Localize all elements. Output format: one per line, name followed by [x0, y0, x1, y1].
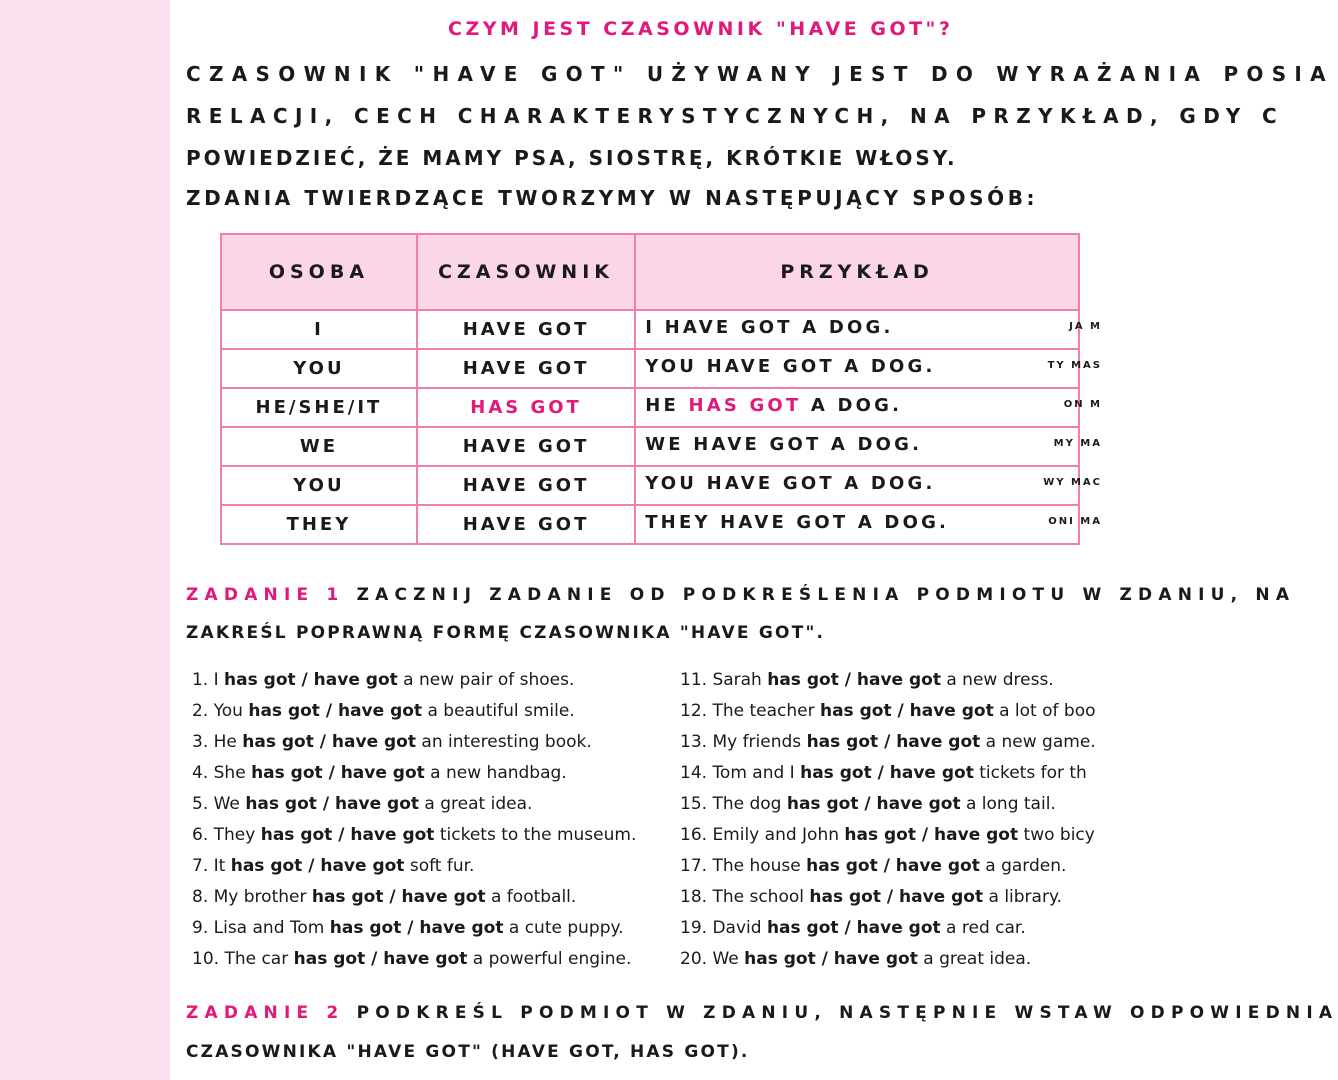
example-text-end: A DOG. — [801, 395, 903, 416]
list-item — [192, 852, 636, 883]
item-subject: 7. It — [192, 856, 231, 876]
header-verb: CZASOWNIK — [417, 234, 635, 310]
item-options: has got / have got — [230, 856, 405, 876]
item-subject: 5. We — [192, 794, 246, 814]
list-item — [192, 728, 636, 759]
left-pink-margin — [0, 0, 170, 1080]
task-1-line-2: ZAKREŚL POPRAWNĄ FORMĘ CZASOWNIKA "HAVE GOT". — [186, 623, 826, 643]
item-options: has got / have got — [293, 949, 468, 969]
item-options: has got / have got — [224, 670, 398, 690]
item-rest: a great idea. — [917, 949, 1032, 969]
example-english — [645, 512, 949, 533]
item-options: has got / have got — [260, 825, 435, 845]
example-polish: ON M — [1063, 399, 1102, 410]
list-item — [680, 759, 1096, 790]
list-item — [192, 883, 636, 914]
example-highlight: HAS GOT — [688, 395, 802, 416]
example-cell — [635, 388, 1102, 427]
task-1-text: ZACZNIJ ZADANIE OD PODKREŚLENIA PODMIOTU W ZDANIU, NA — [344, 585, 1296, 605]
item-options: has got / have got — [844, 825, 1019, 845]
list-item — [192, 945, 636, 976]
item-options: has got / have got — [819, 701, 994, 721]
item-rest: soft fur. — [404, 856, 475, 876]
item-rest: a powerful engine. — [467, 949, 632, 969]
item-options: has got / have got — [806, 856, 980, 876]
item-rest: a new handbag. — [424, 763, 567, 783]
example-polish: TY MAS — [1047, 360, 1102, 371]
list-item — [680, 821, 1096, 852]
header-person: OSOBA — [221, 234, 417, 310]
item-subject: 17. The house — [680, 856, 807, 876]
table-row — [221, 466, 1079, 505]
list-item — [680, 945, 1096, 976]
example-polish: JA M — [1069, 321, 1102, 332]
list-item — [680, 914, 1096, 945]
item-rest: a lot of boo — [993, 701, 1096, 721]
example-polish: WY MAC — [1043, 477, 1102, 488]
list-item — [192, 759, 636, 790]
item-options: has got / have got — [766, 918, 941, 938]
header-example: PRZYKŁAD — [635, 234, 1079, 310]
item-options: has got / have got — [744, 949, 918, 969]
item-options: has got / have got — [248, 701, 423, 721]
exercise-list-left — [192, 666, 636, 976]
item-subject: 12. The teacher — [680, 701, 820, 721]
example-text: YOU HAVE GOT A DOG. — [645, 473, 936, 494]
example-english — [645, 317, 893, 338]
verb-cell: HAVE GOT — [417, 466, 635, 505]
list-item — [192, 790, 636, 821]
item-subject: 4. She — [192, 763, 252, 783]
table-row — [221, 310, 1079, 349]
list-item — [680, 666, 1096, 697]
item-rest: a garden. — [979, 856, 1067, 876]
task-2-label: ZADANIE 2 — [186, 1003, 345, 1023]
conjugation-table — [220, 233, 1102, 545]
example-text: WE HAVE GOT A DOG. — [645, 434, 923, 455]
item-subject: 20. We — [680, 949, 745, 969]
intro-line-3: POWIEDZIEĆ, ŻE MAMY PSA, SIOSTRĘ, KRÓTKIE WŁOSY. — [186, 146, 958, 170]
item-rest: a cute puppy. — [503, 918, 624, 938]
item-subject: 3. He — [192, 732, 243, 752]
example-english — [645, 356, 935, 377]
item-rest: a new dress. — [940, 670, 1054, 690]
item-rest: a new game. — [980, 732, 1096, 752]
page-title: CZYM JEST CZASOWNIK "HAVE GOT"? — [448, 18, 954, 40]
item-rest: a football. — [485, 887, 577, 907]
list-item — [192, 914, 636, 945]
example-cell — [635, 505, 1102, 544]
person-cell: THEY — [221, 505, 417, 544]
item-rest: tickets for th — [973, 763, 1087, 783]
item-subject: 14. Tom and I — [680, 763, 801, 783]
example-text: I HAVE GOT A DOG. — [645, 317, 894, 338]
item-options: has got / have got — [329, 918, 504, 938]
intro-line-2: RELACJI, CECH CHARAKTERYSTYCZNYCH, NA PRZYKŁAD, GDY C — [186, 104, 1285, 128]
item-rest: a great idea. — [419, 794, 533, 814]
person-cell: WE — [221, 427, 417, 466]
task-2-text: PODKREŚL PODMIOT W ZDANIU, NASTĘPNIE WSTAW ODPOWIEDNIA — [344, 1003, 1338, 1023]
item-options: has got / have got — [245, 794, 420, 814]
verb-cell: HAS GOT — [417, 388, 635, 427]
list-item — [680, 790, 1096, 821]
table-row — [221, 427, 1079, 466]
worksheet — [170, 0, 1338, 1080]
example-english — [645, 434, 922, 455]
example-text: THEY HAVE GOT A DOG. — [645, 512, 950, 533]
item-subject: 11. Sarah — [680, 670, 768, 690]
item-subject: 18. The school — [680, 887, 810, 907]
example-polish: MY MA — [1053, 438, 1102, 449]
item-options: has got / have got — [806, 732, 981, 752]
verb-cell: HAVE GOT — [417, 505, 635, 544]
task-2-line-2: CZASOWNIKA "HAVE GOT" (HAVE GOT, HAS GOT). — [186, 1042, 750, 1062]
item-subject: 1. I — [192, 670, 225, 690]
item-subject: 13. My friends — [680, 732, 807, 752]
item-subject: 6. They — [192, 825, 261, 845]
example-text: YOU HAVE GOT A DOG. — [645, 356, 936, 377]
verb-cell: HAVE GOT — [417, 310, 635, 349]
table-row — [221, 505, 1079, 544]
item-rest: two bicy — [1018, 825, 1095, 845]
item-options: has got / have got — [311, 887, 486, 907]
table-row — [221, 388, 1079, 427]
person-cell: HE/SHE/IT — [221, 388, 417, 427]
item-rest: a long tail. — [960, 794, 1056, 814]
example-text: HE — [645, 395, 689, 416]
example-polish: ONI MA — [1048, 516, 1102, 527]
task-1-heading — [186, 585, 1295, 605]
person-cell: I — [221, 310, 417, 349]
task-1-label: ZADANIE 1 — [186, 585, 345, 605]
example-english — [645, 395, 902, 416]
table-row — [221, 349, 1079, 388]
task-2-heading — [186, 1003, 1338, 1023]
person-cell: YOU — [221, 349, 417, 388]
item-subject: 9. Lisa and Tom — [192, 918, 330, 938]
item-rest: tickets to the museum. — [434, 825, 637, 845]
item-subject: 10. The car — [192, 949, 294, 969]
item-options: has got / have got — [786, 794, 961, 814]
item-rest: a library. — [983, 887, 1062, 907]
example-cell — [635, 349, 1102, 388]
example-cell — [635, 310, 1102, 349]
list-item — [680, 883, 1096, 914]
list-item — [680, 852, 1096, 883]
verb-cell: HAVE GOT — [417, 349, 635, 388]
list-item — [680, 728, 1096, 759]
intro-line-1: CZASOWNIK "HAVE GOT" UŻYWANY JEST DO WYRAŻANIA POSIA — [186, 62, 1334, 86]
item-options: has got / have got — [242, 732, 416, 752]
item-options: has got / have got — [800, 763, 974, 783]
item-rest: a beautiful smile. — [422, 701, 575, 721]
item-rest: a new pair of shoes. — [397, 670, 575, 690]
example-english — [645, 473, 935, 494]
exercise-list-right — [680, 666, 1096, 976]
list-item — [192, 821, 636, 852]
person-cell: YOU — [221, 466, 417, 505]
table-header-row — [221, 234, 1079, 310]
item-subject: 2. You — [192, 701, 249, 721]
item-rest: an interesting book. — [416, 732, 592, 752]
item-subject: 16. Emily and John — [680, 825, 845, 845]
list-item — [192, 697, 636, 728]
item-options: has got / have got — [251, 763, 425, 783]
list-item — [680, 697, 1096, 728]
item-options: has got / have got — [767, 670, 941, 690]
example-cell — [635, 466, 1102, 505]
list-item — [192, 666, 636, 697]
item-options: has got / have got — [809, 887, 984, 907]
item-subject: 15. The dog — [680, 794, 787, 814]
item-rest: a red car. — [940, 918, 1026, 938]
intro-line-4: ZDANIA TWIERDZĄCE TWORZYMY W NASTĘPUJĄCY SPOSÓB: — [186, 186, 1039, 210]
example-cell — [635, 427, 1102, 466]
verb-cell: HAVE GOT — [417, 427, 635, 466]
item-subject: 8. My brother — [192, 887, 312, 907]
item-subject: 19. David — [680, 918, 767, 938]
